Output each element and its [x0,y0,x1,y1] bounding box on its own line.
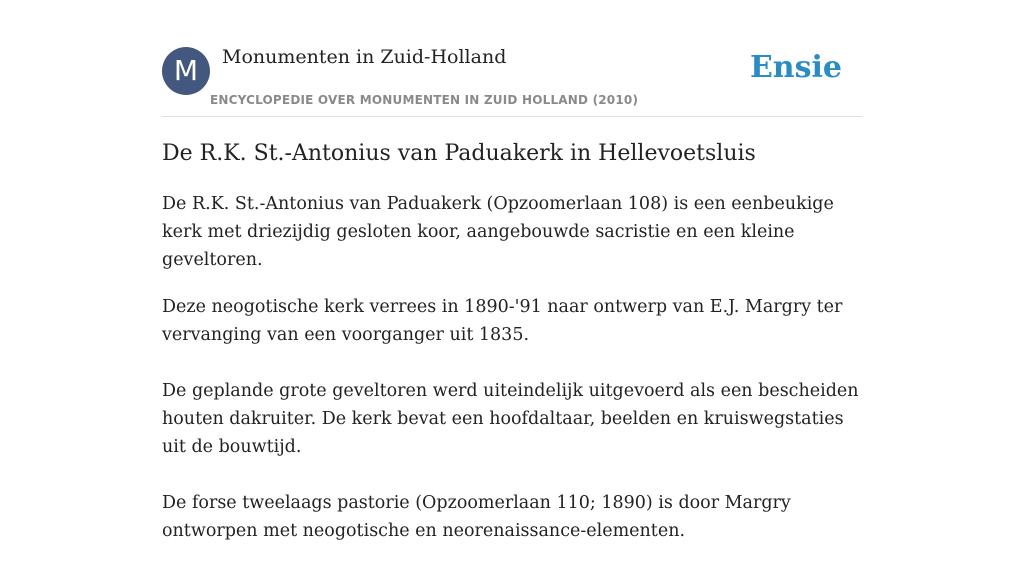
avatar[interactable]: M [162,47,210,95]
site-title[interactable]: Monumenten in Zuid-Holland [222,46,507,68]
article-paragraph: De forse tweelaags pastorie (Opzoomerlaan 110; 1890) is door Margry ontworpen met neogotische en neorenaissance-elementen. [162,493,791,541]
article [162,138,862,564]
article-paragraph: De R.K. St.-Antonius van Paduakerk (Opzoomerlaan 108) is een eenbeukige kerk met driezijdig gesloten koor, aangebouwde sacristie en een kleine geveltoren. [162,194,834,270]
site-subtitle: ENCYCLOPEDIE OVER MONUMENTEN IN ZUID HOLLAND (2010) [210,93,639,107]
brand-logo[interactable]: Ensie [749,50,842,85]
article-title: De R.K. St.-Antonius van Paduakerk in Hellevoetsluis [162,141,756,166]
article-paragraph: Deze neogotische kerk verrees in 1890-'91 naar ontwerp van E.J. Margry ter vervanging van een voorganger uit 1835. [162,297,843,345]
article-paragraph: De geplande grote geveltoren werd uiteindelijk uitgevoerd als een bescheiden houten dakruiter. De kerk bevat een hoofdaltaar, beelden en kruiswegstaties uit de bouwtijd. [162,381,859,457]
header [162,40,862,117]
